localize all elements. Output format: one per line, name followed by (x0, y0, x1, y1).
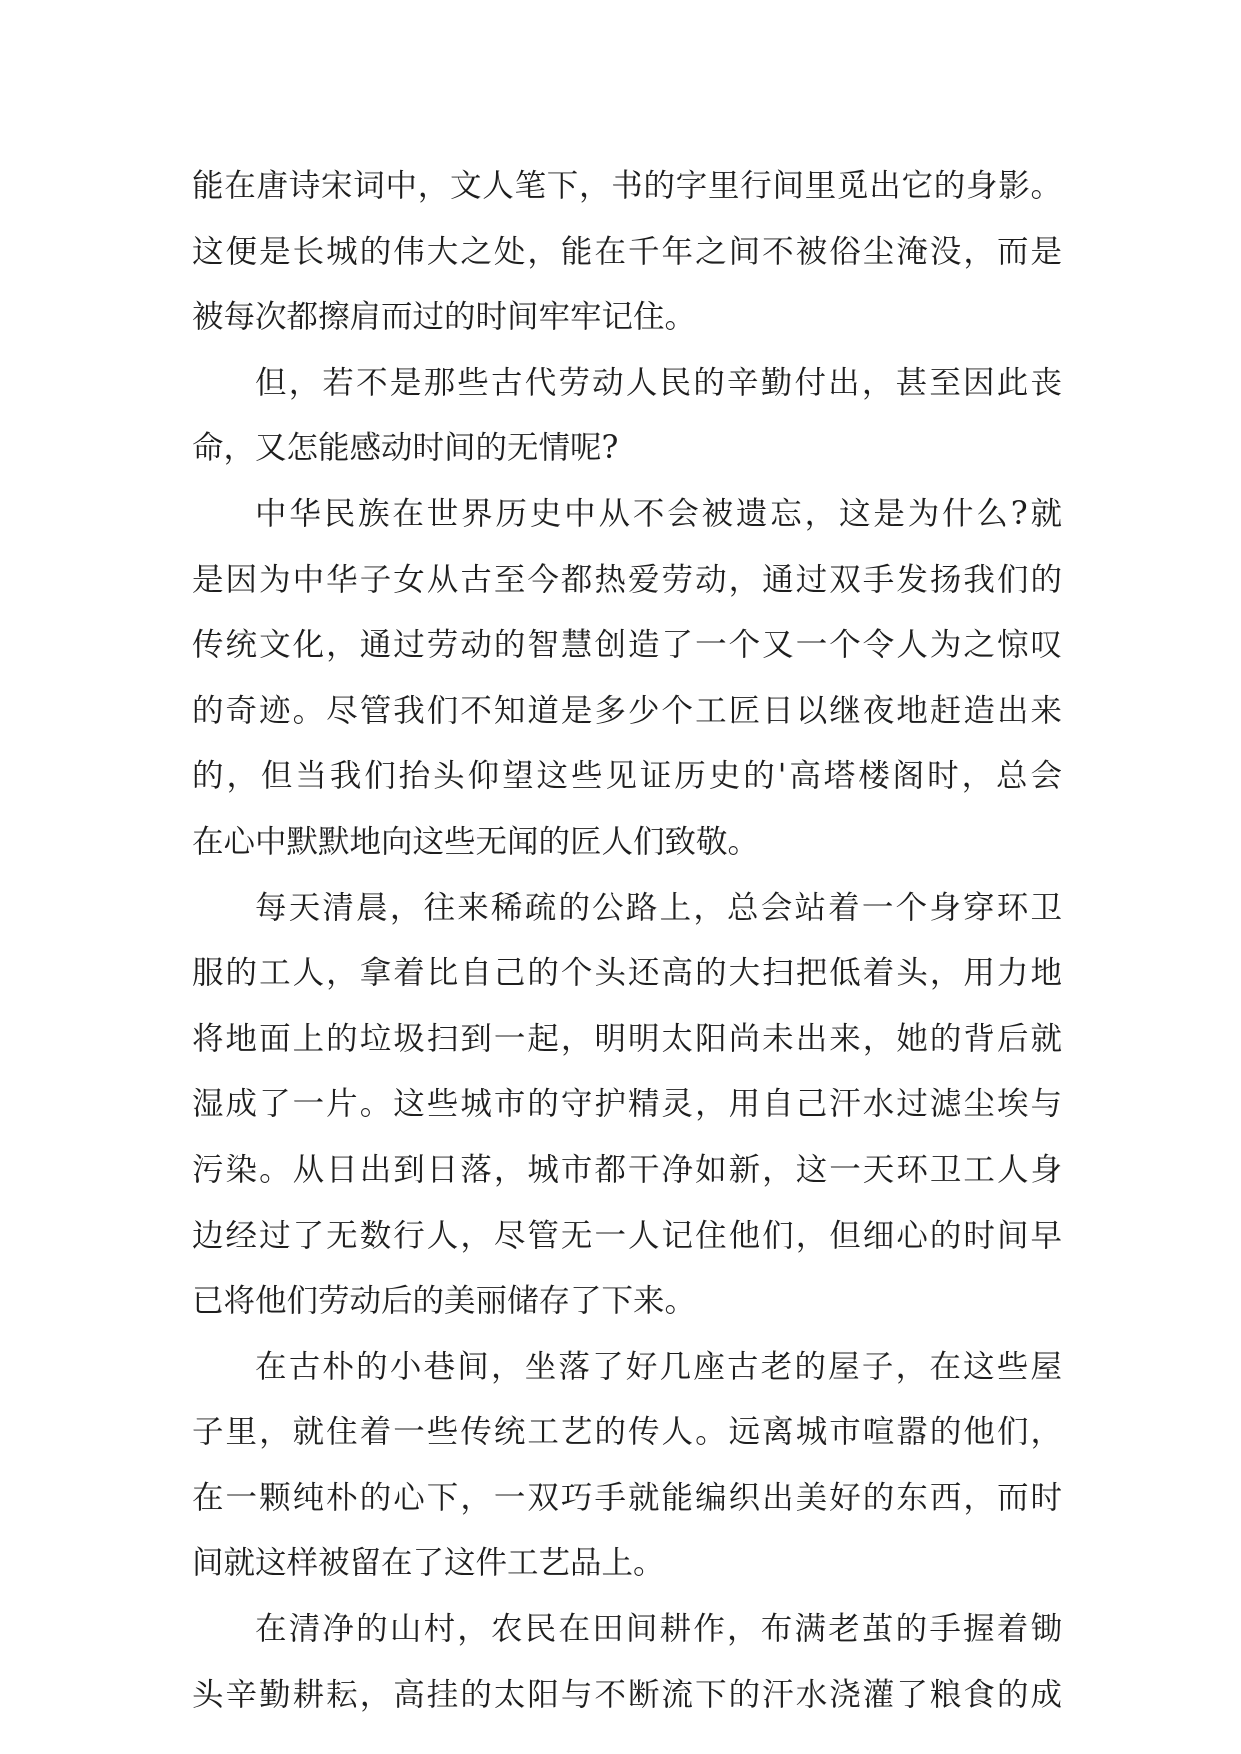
paragraph-start-line: 在清净的山村，农民在田间耕作，布满老茧的手握着锄 (255, 1611, 1062, 1648)
text-line: 已将他们劳动后的美丽储存了下来。 (192, 1283, 697, 1320)
text-line: 子里，就住着一些传统工艺的传人。远离城市喧嚣的他们， (192, 1414, 1062, 1451)
paragraph-start-line: 每天清晨，往来稀疏的公路上，总会站着一个身穿环卫 (255, 889, 1062, 926)
text-line: 是因为中华子女从古至今都热爱劳动，通过双手发扬我们的 (192, 561, 1062, 598)
paragraph-start-line: 中华民族在世界历史中从不会被遗忘，这是为什么?就 (255, 495, 1063, 532)
text-line: 间就这样被留在了这件工艺品上。 (192, 1545, 665, 1582)
text-line: 传统文化，通过劳动的智慧创造了一个又一个令人为之惊叹 (192, 627, 1062, 664)
text-line: 这便是长城的伟大之处，能在千年之间不被俗尘淹没，而是 (192, 233, 1062, 270)
document-body (192, 154, 1062, 1728)
paragraph-start-line: 在古朴的小巷间，坐落了好几座古老的屋子，在这些屋 (255, 1348, 1062, 1385)
text-line: 命，又怎能感动时间的无情呢? (192, 430, 619, 467)
text-line: 边经过了无数行人，尽管无一人记住他们，但细心的时间早 (192, 1217, 1062, 1254)
text-line: 污染。从日出到日落，城市都干净如新，这一天环卫工人身 (192, 1151, 1062, 1188)
text-line: 服的工人，拿着比自己的个头还高的大扫把低着头，用力地 (192, 955, 1062, 992)
text-line: 能在唐诗宋词中，文人笔下，书的字里行间里觅出它的身影。 (192, 168, 1062, 204)
text-line: 被每次都擦肩而过的时间牢牢记住。 (192, 299, 697, 336)
paragraph-start-line: 但，若不是那些古代劳动人民的辛勤付出，甚至因此丧 (255, 364, 1062, 401)
text-line: 的奇迹。尽管我们不知道是多少个工匠日以继夜地赶造出来 (192, 692, 1062, 729)
text-line: 在心中默默地向这些无闻的匠人们致敬。 (192, 823, 760, 860)
text-line: 头辛勤耕耘，高挂的太阳与不断流下的汗水浇灌了粮食的成 (192, 1676, 1062, 1713)
text-line: 的，但当我们抬头仰望这些见证历史的'高塔楼阁时，总会 (192, 758, 1062, 795)
text-line: 将地面上的垃圾扫到一起，明明太阳尚未出来，她的背后就 (192, 1020, 1062, 1057)
text-line: 湿成了一片。这些城市的守护精灵，用自己汗水过滤尘埃与 (192, 1086, 1062, 1123)
text-line: 在一颗纯朴的心下，一双巧手就能编织出美好的东西，而时 (192, 1479, 1062, 1516)
